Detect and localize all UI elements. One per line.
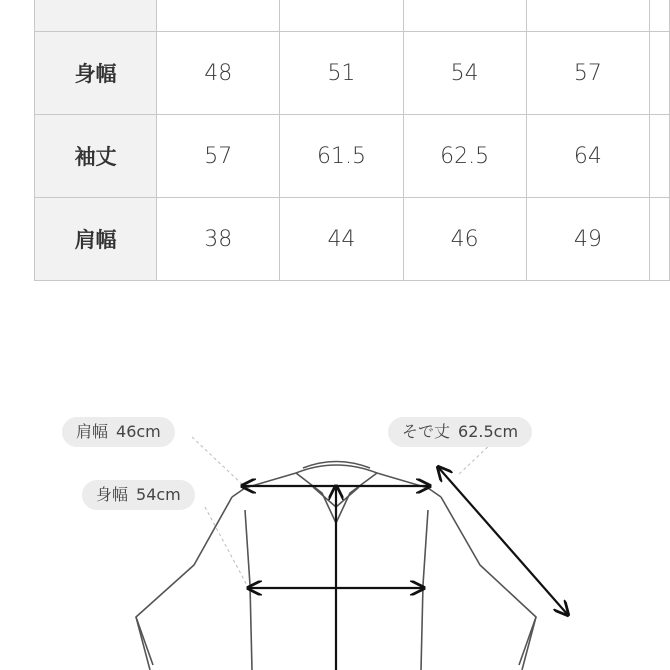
chest-label (82, 480, 195, 510)
table-cell: 51 (280, 32, 403, 115)
table-row-header (35, 0, 670, 32)
table-row-sodetake (35, 115, 670, 198)
chest-label-value: 54cm (136, 485, 181, 504)
shoulder-label-value: 46cm (116, 422, 161, 441)
table-cell (649, 198, 669, 281)
measurement-arrows (242, 467, 568, 670)
table-header-cell-empty (35, 0, 157, 32)
sleeve-label (388, 417, 532, 447)
shoulder-label-name: 肩幅 (76, 422, 109, 441)
table-cell (649, 115, 669, 198)
size-table (34, 0, 670, 281)
table-header-cell (526, 0, 649, 32)
sleeve-label-value: 62.5cm (458, 422, 519, 441)
row-label: 身幅 (35, 32, 157, 115)
shoulder-label (62, 417, 175, 447)
table-header-cell (280, 0, 403, 32)
table-cell: 64 (526, 115, 649, 198)
table-cell: 49 (526, 198, 649, 281)
table-cell: 61.5 (280, 115, 403, 198)
table-cell: 38 (157, 198, 280, 281)
measurement-diagram (0, 395, 670, 670)
table-cell: 44 (280, 198, 403, 281)
table-row-mihaba (35, 32, 670, 115)
table-cell (649, 32, 669, 115)
table-cell: 54 (403, 32, 526, 115)
row-label: 袖丈 (35, 115, 157, 198)
table-cell: 46 (403, 198, 526, 281)
table-header-cell (157, 0, 280, 32)
table-header-cell (403, 0, 526, 32)
sleeve-arrow (438, 467, 568, 615)
table-row-katahaba (35, 198, 670, 281)
table-cell: 62.5 (403, 115, 526, 198)
table-header-cell (649, 0, 669, 32)
chest-label-name: 身幅 (96, 485, 129, 504)
row-label: 肩幅 (35, 198, 157, 281)
sleeve-label-name: そで丈 (402, 422, 451, 441)
table-cell: 57 (157, 115, 280, 198)
table-cell: 57 (526, 32, 649, 115)
table-cell: 48 (157, 32, 280, 115)
